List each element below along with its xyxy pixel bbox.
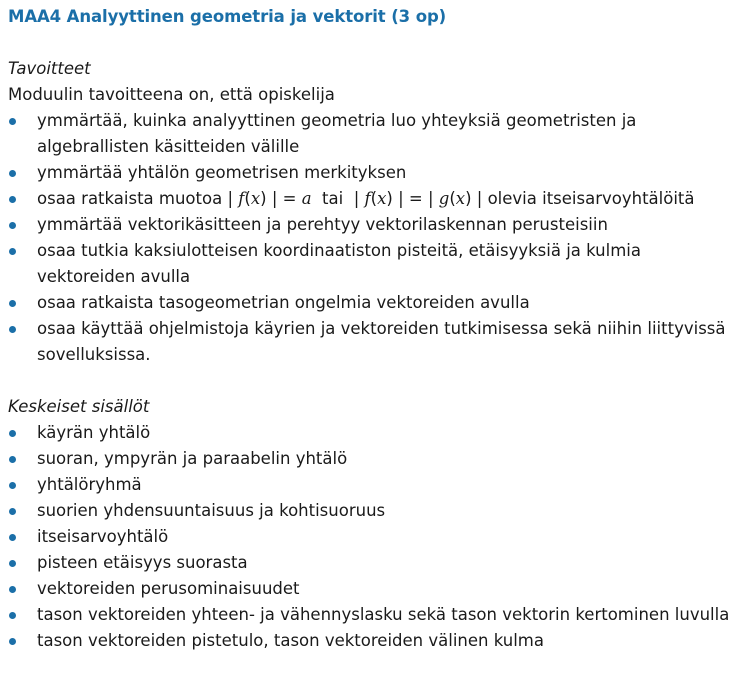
content-item: tason vektoreiden pistetulo, tason vektoreiden välinen kulma <box>8 628 732 654</box>
goals-heading: Tavoitteet <box>8 59 91 78</box>
goals-list <box>8 108 732 368</box>
goal-item: osaa ratkaista tasogeometrian ongelmia vektoreiden avulla <box>8 290 732 316</box>
contents-list <box>8 420 732 654</box>
content-item: suorien yhdensuuntaisuus ja kohtisuoruus <box>8 498 732 524</box>
goals-intro: Moduulin tavoitteena on, että opiskelija <box>8 85 335 104</box>
content-item: suoran, ympyrän ja paraabelin yhtälö <box>8 446 732 472</box>
content-item: yhtälöryhmä <box>8 472 732 498</box>
content-item: tason vektoreiden yhteen- ja vähennyslasku sekä tason vektorin kertominen luvulla <box>8 602 732 628</box>
equation-prefix: osaa ratkaista muotoa <box>37 189 228 208</box>
contents-heading: Keskeiset sisällöt <box>8 397 150 416</box>
content-item: pisteen etäisyys suorasta <box>8 550 732 576</box>
course-title: MAA4 Analyyttinen geometria ja vektorit (3 op) <box>8 7 447 26</box>
goal-item: ymmärtää, kuinka analyyttinen geometria luo yhteyksiä geometristen ja algebrallisten käsitteiden välille <box>8 108 732 160</box>
goal-item: osaa tutkia kaksiulotteisen koordinaatiston pisteitä, etäisyyksiä ja kulmia vektoreiden avulla <box>8 238 732 290</box>
goal-item: ymmärtää vektorikäsitteen ja perehtyy vektorilaskennan perusteisiin <box>8 212 732 238</box>
content-item: vektoreiden perusominaisuudet <box>8 576 732 602</box>
goal-item: ymmärtää yhtälön geometrisen merkityksen <box>8 160 732 186</box>
content-item: itseisarvoyhtälö <box>8 524 732 550</box>
document-page <box>8 0 732 654</box>
goal-item: osaa käyttää ohjelmistoja käyrien ja vektoreiden tutkimisessa sekä niihin liittyvissä sovelluksissa. <box>8 316 732 368</box>
goal-item-equation: osaa ratkaista muotoa | f(x) | = a tai | f(x) | = | g(x) | olevia itseisarvoyhtälöitä <box>8 186 732 212</box>
content-item: käyrän yhtälö <box>8 420 732 446</box>
equation-suffix: olevia itseisarvoyhtälöitä <box>482 189 695 208</box>
